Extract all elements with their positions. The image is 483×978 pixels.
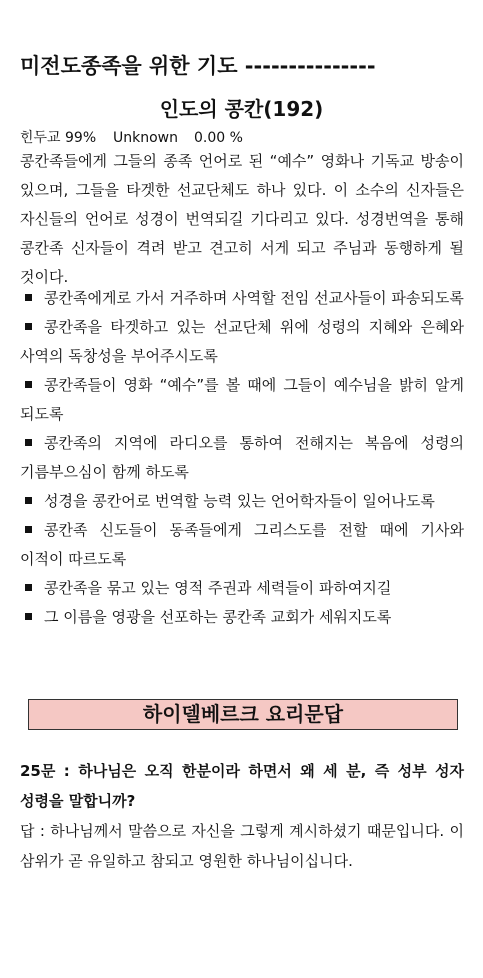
square-bullet-icon [25,323,32,330]
prayer-text: 그 이름을 영광을 선포하는 콩칸족 교회가 세워지도록 [44,608,392,626]
square-bullet-icon [25,526,32,533]
square-bullet-icon [25,439,32,446]
prayer-item [20,603,464,632]
square-bullet-icon [25,613,32,620]
catechism-banner: 하이델베르크 요리문답 [28,699,458,730]
prayer-text: 콩칸족들이 영화 “예수”를 볼 때에 그들이 예수님을 밝히 알게 되도록 [20,376,464,423]
stats-row [20,127,243,147]
prayer-item [20,371,464,429]
catechism-question: 25문 : 하나님은 오직 한분이라 하면서 왜 세 분, 즉 성부 성자 성령을 말합니까? [20,762,464,810]
section-heading: 미전도종족을 위한 기도 --------------- [20,54,376,78]
unknown-stat: Unknown [113,130,178,146]
prayer-item [20,487,464,516]
prayer-list [20,284,464,632]
prayer-item [20,574,464,603]
prayer-item [20,429,464,487]
intro-paragraph: 콩칸족들에게 그들의 종족 언어로 된 “예수” 영화나 기독교 방송이 있으며, 그들을 타겟한 선교단체도 하나 있다. 이 소수의 신자들은 자신들의 언어로 성경이 번역되길 기다리고 있다. 성경번역을 통해 콩칸족 신자들이 격려 받고 견고히 서게 되고 주님과 동행하게 될 것이다. [20,152,464,286]
prayer-item [20,284,464,313]
prayer-text: 콩칸족을 타겟하고 있는 선교단체 위에 성령의 지혜와 은혜와 사역의 독창성을 부어주시도록 [20,318,464,365]
people-group-title: 인도의 콩칸(192) [159,97,324,121]
prayer-text: 콩칸족을 묶고 있는 영적 주권과 세력들이 파하여지길 [44,579,392,597]
prayer-text: 콩칸족에게로 가서 거주하며 사역할 전임 선교사들이 파송되도록 [44,289,464,307]
prayer-item [20,516,464,574]
square-bullet-icon [25,584,32,591]
square-bullet-icon [25,381,32,388]
catechism-qa [20,756,464,876]
prayer-text: 성경을 콩칸어로 번역할 능력 있는 언어학자들이 일어나도록 [44,492,435,510]
square-bullet-icon [25,497,32,504]
prayer-text: 콩칸족의 지역에 라디오를 통하여 전해지는 복음에 성령의 기름부으심이 함께 하도록 [20,434,464,481]
religion-stat: 힌두교 99% [20,130,97,146]
percent-stat: 0.00 % [194,130,243,146]
prayer-item [20,313,464,371]
prayer-text: 콩칸족 신도들이 동족들에게 그리스도를 전할 때에 기사와 이적이 따르도록 [20,521,464,568]
square-bullet-icon [25,294,32,301]
catechism-answer: 답 : 하나님께서 말씀으로 자신을 그렇게 계시하셨기 때문입니다. 이 삼위가 곧 유일하고 참되고 영원한 하나님이십니다. [20,822,464,870]
